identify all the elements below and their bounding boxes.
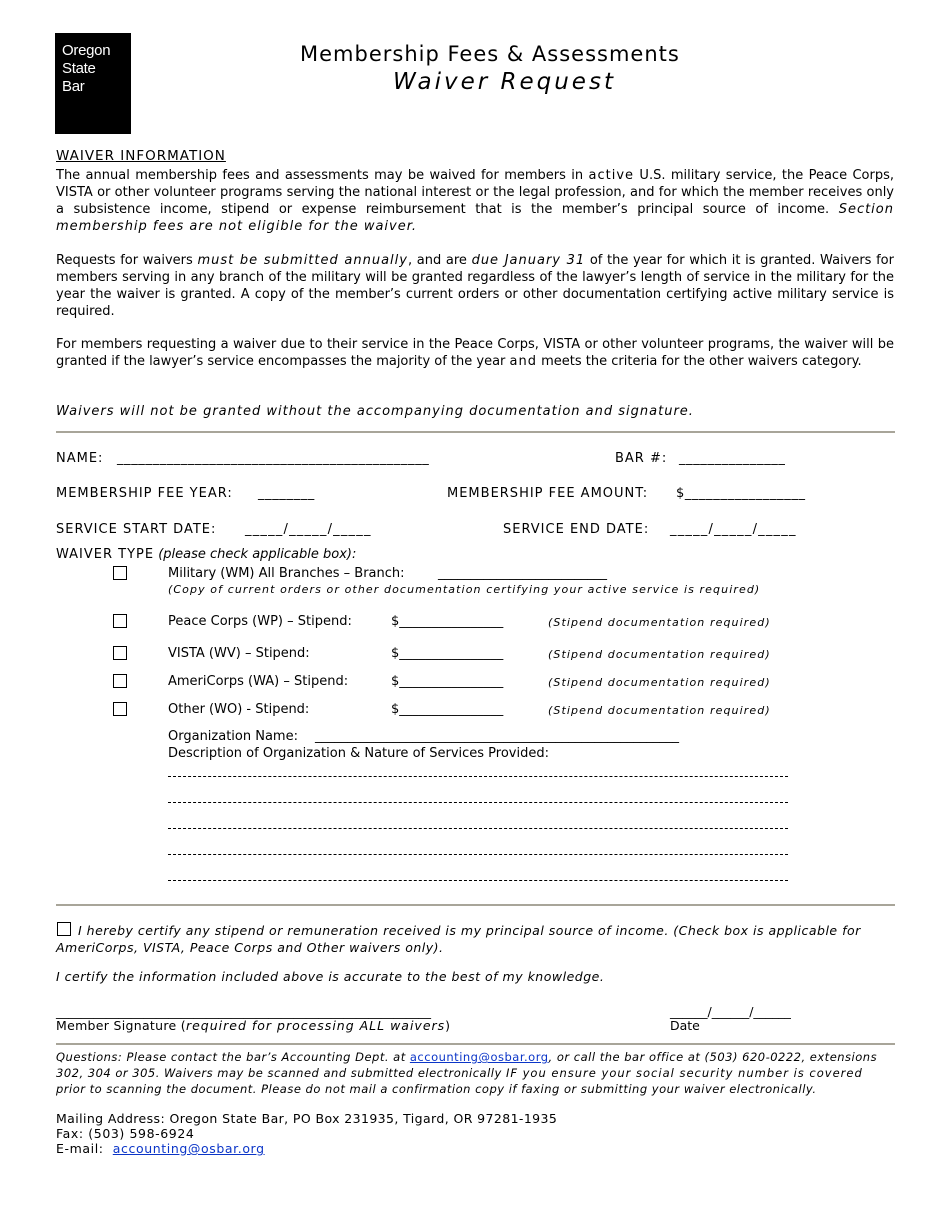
accuracy-statement: I certify the information included above is accurate to the best of my knowledge. bbox=[56, 969, 605, 984]
footer-email-link[interactable]: accounting@osbar.org bbox=[112, 1141, 265, 1156]
vista-note: (Stipend documentation required) bbox=[548, 648, 771, 661]
organization-name-label: Organization Name: bbox=[168, 729, 298, 744]
vista-label: VISTA (WV) – Stipend: bbox=[168, 646, 310, 661]
peace-corps-stipend-field[interactable]: $________________ bbox=[391, 614, 504, 629]
organization-name-field[interactable]: ________________________________________________________ bbox=[315, 729, 679, 744]
description-line-2[interactable] bbox=[168, 802, 788, 803]
oregon-state-bar-logo bbox=[55, 33, 131, 134]
description-line-1[interactable] bbox=[168, 776, 788, 777]
form-title: Membership Fees & Assessments bbox=[300, 42, 680, 66]
vista-stipend-field[interactable]: $________________ bbox=[391, 646, 504, 661]
bar-number-label: BAR #: bbox=[615, 451, 668, 466]
form-subtitle: Waiver Request bbox=[393, 69, 616, 95]
other-label: Other (WO) - Stipend: bbox=[168, 702, 310, 717]
military-checkbox[interactable] bbox=[113, 566, 127, 580]
service-start-field[interactable]: _____/_____/_____ bbox=[245, 522, 372, 537]
signature-field[interactable]: ____________________________________________________________ bbox=[56, 1004, 431, 1019]
info-paragraph-3: For members requesting a waiver due to their service in the Peace Corps, VISTA or other volunteer programs, the waiver will be granted if the lawyer’s service encompasses the majority of the year and meets the criteria for the other waivers category. bbox=[56, 337, 894, 369]
logo-line-2: State bbox=[62, 60, 96, 77]
americorps-note: (Stipend documentation required) bbox=[548, 676, 771, 689]
waiver-information-heading: WAIVER INFORMATION bbox=[56, 148, 226, 164]
bar-number-field[interactable]: _______________ bbox=[679, 451, 786, 466]
americorps-label: AmeriCorps (WA) – Stipend: bbox=[168, 674, 349, 689]
logo-line-1: Oregon bbox=[62, 42, 111, 59]
organization-description-label: Description of Organization & Nature of Services Provided: bbox=[168, 746, 549, 761]
email-line: E-mail: accounting@osbar.org bbox=[56, 1141, 265, 1156]
fee-year-label: MEMBERSHIP FEE YEAR: bbox=[56, 486, 233, 501]
peace-corps-note: (Stipend documentation required) bbox=[548, 616, 771, 629]
name-field[interactable]: ____________________________________________ bbox=[117, 451, 430, 466]
fax-number: Fax: (503) 598-6924 bbox=[56, 1126, 195, 1141]
fee-amount-label: MEMBERSHIP FEE AMOUNT: bbox=[447, 486, 649, 501]
divider-top bbox=[56, 431, 895, 433]
americorps-stipend-field[interactable]: $________________ bbox=[391, 674, 504, 689]
info-paragraph-1: The annual membership fees and assessments may be waived for members in active U.S. military service, the Peace Corps, VISTA or other volunteer programs serving the national interest or the legal profession, and for which the member receives only a subsistence income, stipend or expense reimbursement that is the member’s principal source of income. Section membership fees are not eligible for the waiver. bbox=[56, 168, 894, 234]
peace-corps-checkbox[interactable] bbox=[113, 614, 127, 628]
mailing-address: Mailing Address: Oregon State Bar, PO Box 231935, Tigard, OR 97281-1935 bbox=[56, 1111, 558, 1126]
waiver-type-heading: WAIVER TYPE (please check applicable box): bbox=[56, 547, 357, 562]
military-branch-field[interactable]: __________________________ bbox=[438, 566, 607, 581]
documentation-notice: Waivers will not be granted without the accompanying documentation and signature. bbox=[56, 404, 694, 419]
divider-bottom bbox=[56, 1043, 895, 1045]
other-stipend-field[interactable]: $________________ bbox=[391, 702, 504, 717]
date-label: Date bbox=[670, 1018, 700, 1033]
questions-note: Questions: Please contact the bar’s Accounting Dept. at accounting@osbar.org, or call the bar office at (503) 620-0222, extensions 302, 304 or 305. Waivers may be scanned and submitted electronically IF you ensure your social security number is covered prior to scanning the document. Please do not mail a confirmation copy if faxing or submitting your waiver electronically. bbox=[56, 1050, 878, 1096]
income-certify-text: I hereby certify any stipend or remuneration received is my principal source of income. (Check box is applicable for AmeriCorps, VISTA, Peace Corps and Other waivers only). bbox=[56, 923, 861, 955]
other-checkbox[interactable] bbox=[113, 702, 127, 716]
military-note: (Copy of current orders or other documentation certifying your active service is required) bbox=[168, 583, 761, 596]
fee-year-field[interactable]: ________ bbox=[258, 486, 315, 501]
logo-line-3: Bar bbox=[62, 78, 85, 95]
divider-middle bbox=[56, 904, 895, 906]
description-line-5[interactable] bbox=[168, 880, 788, 881]
fee-amount-field[interactable]: $_________________ bbox=[676, 486, 806, 501]
info-paragraph-2: Requests for waivers must be submitted annually, and are due January 31 of the year for which it is granted. Waivers for members serving in any branch of the military will be granted regardless of the lawyer’s length of service in the military for the year the waiver is granted. A copy of the member’s current orders or other documentation certifying active military service is required. bbox=[56, 253, 894, 319]
other-note: (Stipend documentation required) bbox=[548, 704, 771, 717]
name-label: NAME: bbox=[56, 451, 104, 466]
description-line-4[interactable] bbox=[168, 854, 788, 855]
americorps-checkbox[interactable] bbox=[113, 674, 127, 688]
service-end-label: SERVICE END DATE: bbox=[503, 522, 650, 537]
description-line-3[interactable] bbox=[168, 828, 788, 829]
peace-corps-label: Peace Corps (WP) – Stipend: bbox=[168, 614, 352, 629]
service-start-label: SERVICE START DATE: bbox=[56, 522, 217, 537]
vista-checkbox[interactable] bbox=[113, 646, 127, 660]
military-label: Military (WM) All Branches – Branch: bbox=[168, 566, 405, 581]
date-field[interactable]: ______/______/______ bbox=[670, 1004, 791, 1019]
accounting-email-link[interactable]: accounting@osbar.org bbox=[409, 1050, 549, 1064]
service-end-field[interactable]: _____/_____/_____ bbox=[670, 522, 797, 537]
signature-label: Member Signature (required for processing ALL waivers) bbox=[56, 1018, 451, 1033]
